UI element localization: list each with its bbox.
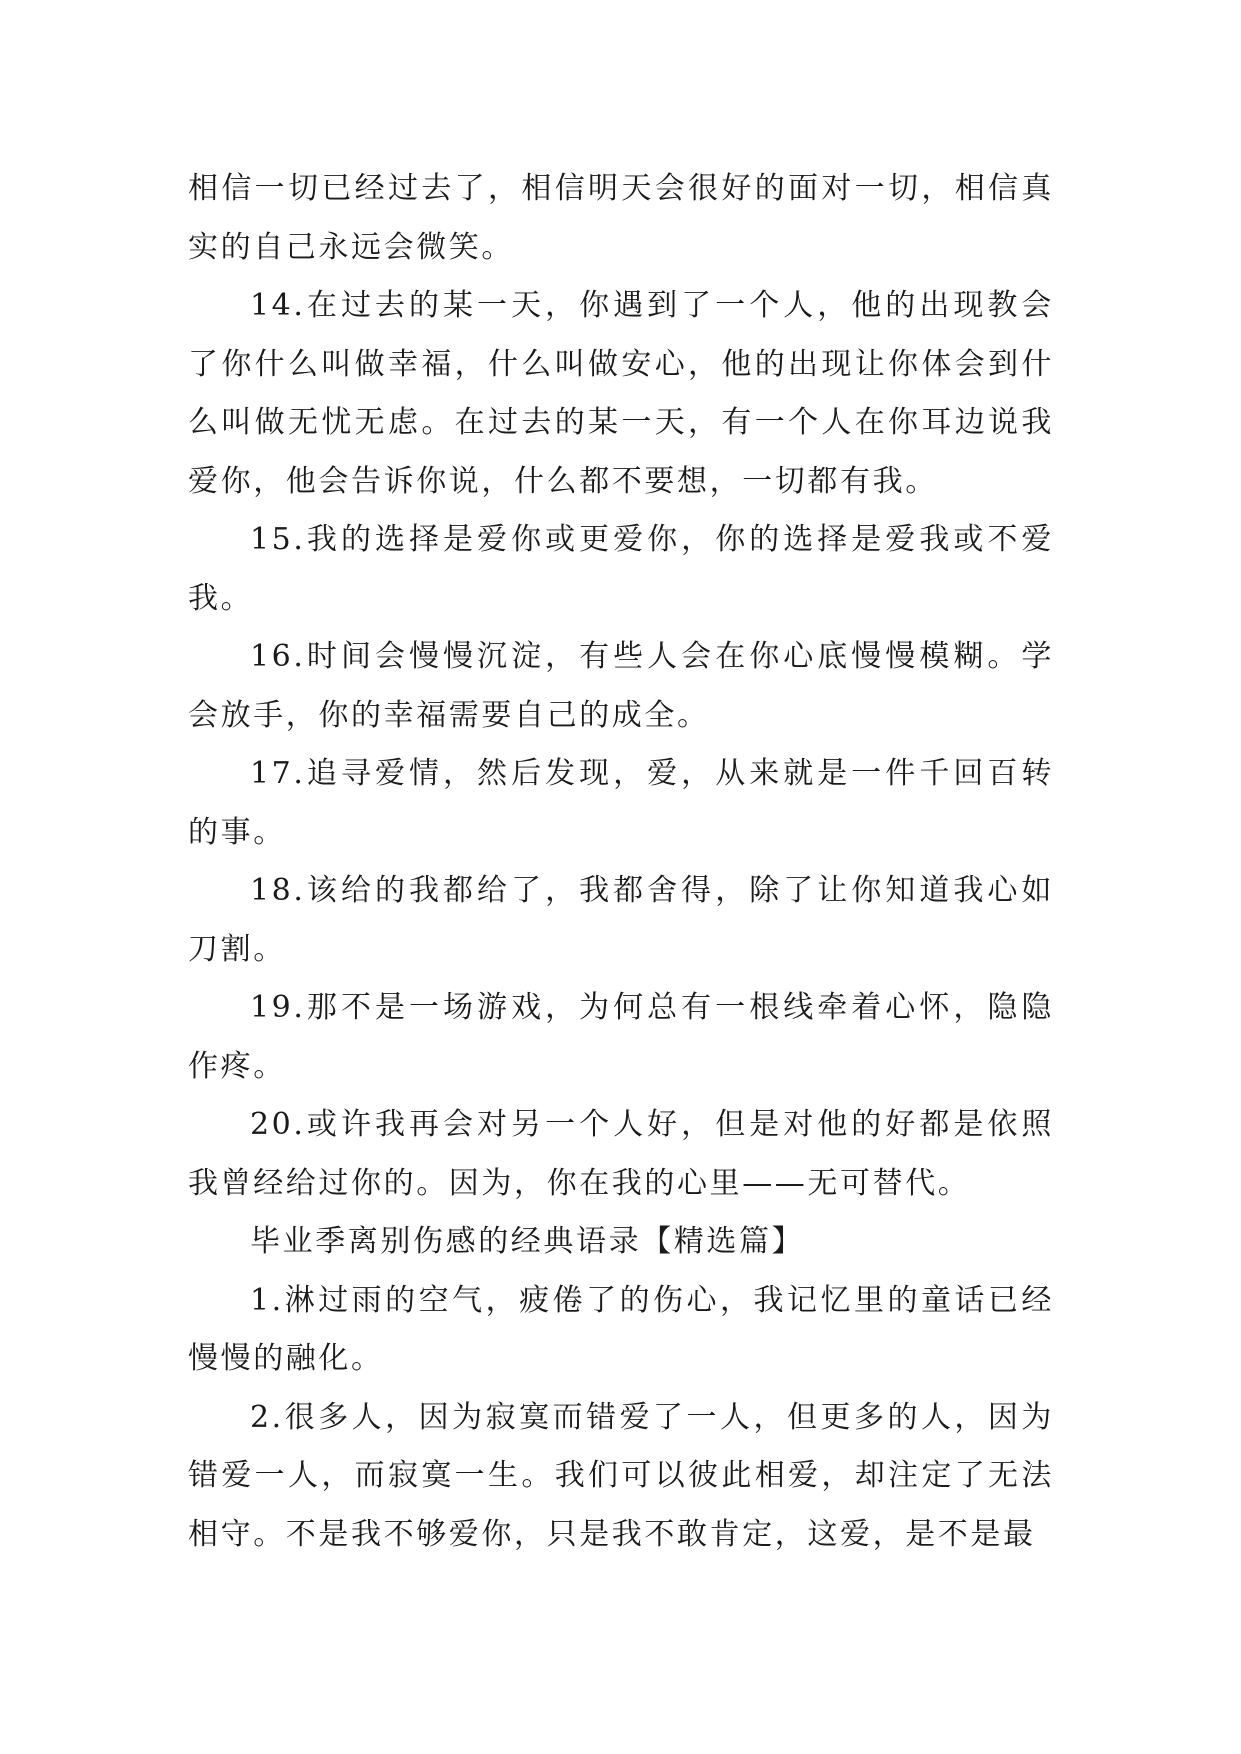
paragraph-15: 15.我的选择是爱你或更爱你，你的选择是爱我或不爱我。: [188, 522, 1054, 616]
section-paragraph-2: 2.很多人，因为寂寞而错爱了一人，但更多的人，因为错爱一人，而寂寞一生。我们可以彼此相爱，却注定了无法相守。不是我不够爱你，只是我不敢肯定，这爱，是不是最: [188, 1399, 1054, 1552]
document-body: [188, 160, 1054, 1564]
paragraph-17: 17.追寻爱情，然后发现，爱，从来就是一件千回百转的事。: [188, 756, 1054, 850]
paragraph-18: 18.该给的我都给了，我都舍得，除了让你知道我心如刀割。: [188, 873, 1054, 967]
section-paragraph-1: 1.淋过雨的空气，疲倦了的伤心，我记忆里的童话已经慢慢的融化。: [188, 1282, 1054, 1376]
paragraph-20: 20.或许我再会对另一个人好，但是对他的好都是依照我曾经给过你的。因为，你在我的心里——无可替代。: [188, 1107, 1054, 1201]
paragraph-16: 16.时间会慢慢沉淀，有些人会在你心底慢慢模糊。学会放手，你的幸福需要自己的成全。: [188, 639, 1054, 733]
paragraph-19: 19.那不是一场游戏，为何总有一根线牵着心怀，隐隐作疼。: [188, 990, 1054, 1084]
section-heading: 毕业季离别伤感的经典语录【精选篇】: [250, 1224, 805, 1259]
paragraph-14: 14.在过去的某一天，你遇到了一个人，他的出现教会了你什么叫做幸福，什么叫做安心，他的出现让你体会到什么叫做无忧无虑。在过去的某一天，有一个人在你耳边说我爱你，他会告诉你说，什么都不要想，一切都有我。: [188, 288, 1054, 499]
paragraph-13-continued: 相信一切已经过去了，相信明天会很好的面对一切，相信真实的自己永远会微笑。: [188, 171, 1054, 265]
